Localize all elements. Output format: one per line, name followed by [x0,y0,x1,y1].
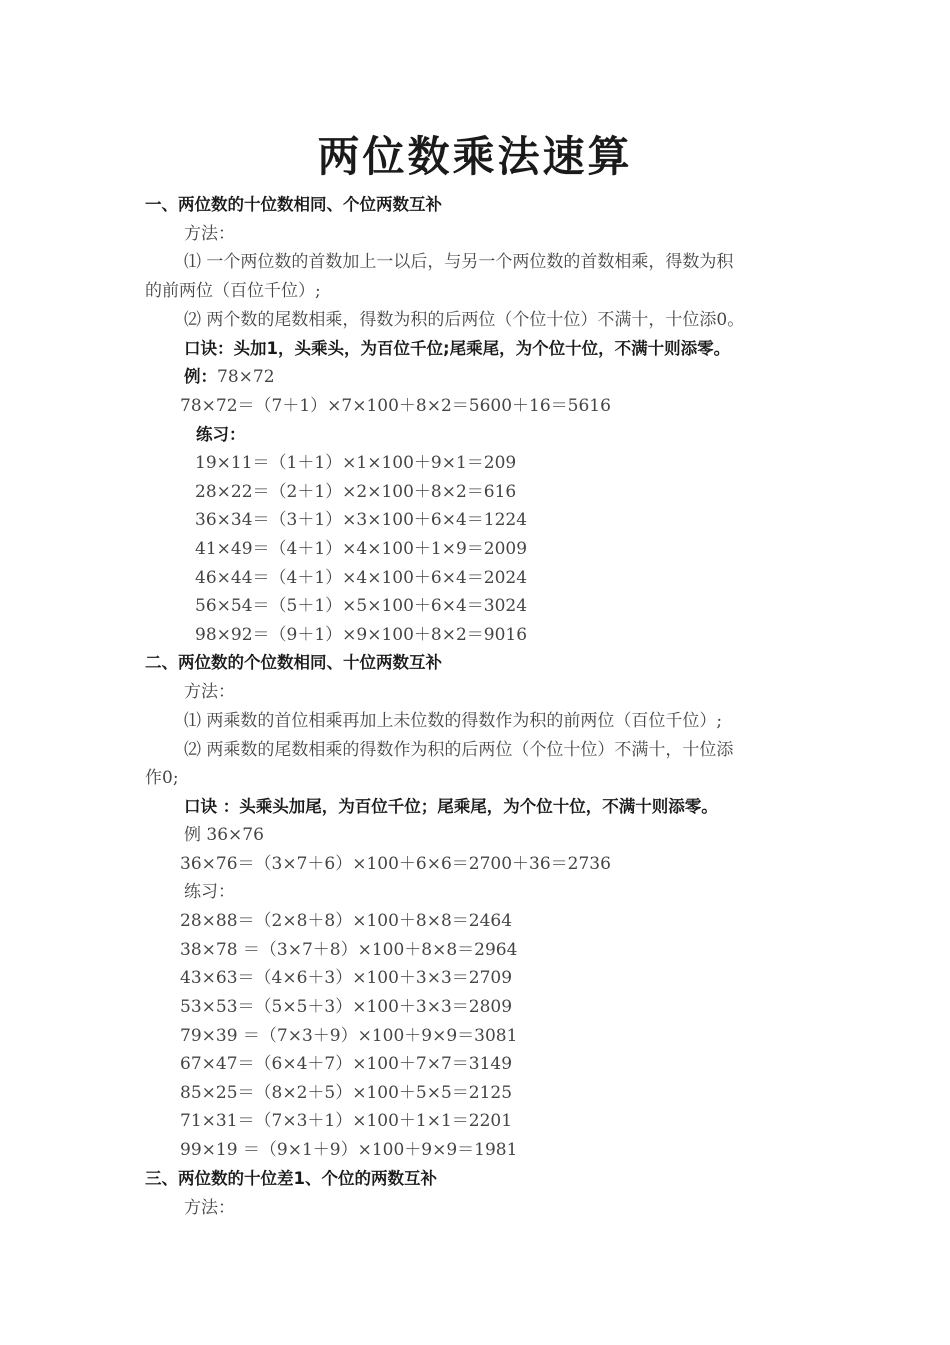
practice-line: 67×47＝（6×4＋7）×100＋7×7＝3149 [180,1054,513,1074]
practice-line: 98×92＝（9＋1）×9×100＋8×2＝9016 [195,625,528,645]
practice-line: 28×88＝（2×8＋8）×100＋8×8＝2464 [180,911,513,931]
section-2-rhyme: 口诀 ：头乘头加尾，为百位千位；尾乘尾，为个位十位，不满十则添零。 [184,797,718,816]
practice-line: 56×54＝（5＋1）×5×100＋6×4＝3024 [195,596,528,616]
section-1-method-step-2: ⑵ 两个数的尾数相乘，得数为积的后两位（个位十位）不满十，十位添0。 [184,310,745,330]
section-2-method-step-1: ⑴ 两乘数的首位相乘再加上未位数的得数作为积的前两位（百位千位）; [184,711,723,731]
practice-line: 43×63＝（4×6＋3）×100＋3×3＝2709 [180,968,513,988]
page-title: 两位数乘法速算 [317,132,633,181]
section-1-method-step-1-cont: 的前两位（百位千位）; [145,281,321,301]
section-1-example [184,366,275,388]
section-2-method-step-2-cont: 作0; [145,768,179,788]
practice-line: 79×39 ＝（7×3＋9）×100＋9×9＝3081 [180,1026,518,1046]
section-1-example-calc: 78×72＝（7＋1）×7×100＋8×2＝5600＋16＝5616 [180,396,611,416]
section-2-example-calc: 36×76＝（3×7＋6）×100＋6×6＝2700＋36＝2736 [180,854,611,874]
section-2-example: 例 36×76 [184,825,264,845]
practice-line: 36×34＝（3＋1）×3×100＋6×4＝1224 [195,510,528,530]
section-2-practice-label: 练习： [184,882,235,902]
section-1-method-label: 方法： [184,224,235,244]
section-1-method-step-1: ⑴ 一个两位数的首数加上一以后，与另一个两位数的首数相乘，得数为积 [184,252,734,272]
practice-line: 53×53＝（5×5＋3）×100＋3×3＝2809 [180,997,513,1017]
practice-line: 71×31＝（7×3＋1）×100＋1×1＝2201 [180,1111,513,1131]
practice-line: 99×19 ＝（9×1＋9）×100＋9×9＝1981 [180,1140,518,1160]
section-1-heading: 一、两位数的十位数相同、个位两数互补 [145,195,442,214]
section-1-example-expr: 78×72 [217,367,275,387]
section-3-method-label: 方法： [184,1198,235,1218]
section-1-rhyme: 口诀：头加1，头乘头，为百位千位;尾乘尾，为个位十位，不满十则添零。 [184,339,731,358]
practice-line: 19×11＝（1＋1）×1×100＋9×1＝209 [195,453,517,473]
practice-line: 46×44＝（4＋1）×4×100＋6×4＝2024 [195,568,528,588]
section-2-method-label: 方法： [184,682,235,702]
section-3-heading: 三、两位数的十位差1、个位的两数互补 [145,1169,437,1188]
practice-line: 41×49＝（4＋1）×4×100＋1×9＝2009 [195,539,528,559]
section-1-practice-label: 练习： [196,425,246,444]
section-1-example-label: 例： [184,367,217,386]
section-2-method-step-2: ⑵ 两乘数的尾数相乘的得数作为积的后两位（个位十位）不满十，十位添 [184,740,734,760]
section-2-heading: 二、两位数的个位数相同、十位两数互补 [145,653,442,672]
practice-line: 85×25＝（8×2＋5）×100＋5×5＝2125 [180,1083,513,1103]
practice-line: 28×22＝（2＋1）×2×100＋8×2＝616 [195,482,517,502]
practice-line: 38×78 ＝（3×7＋8）×100＋8×8＝2964 [180,940,518,960]
